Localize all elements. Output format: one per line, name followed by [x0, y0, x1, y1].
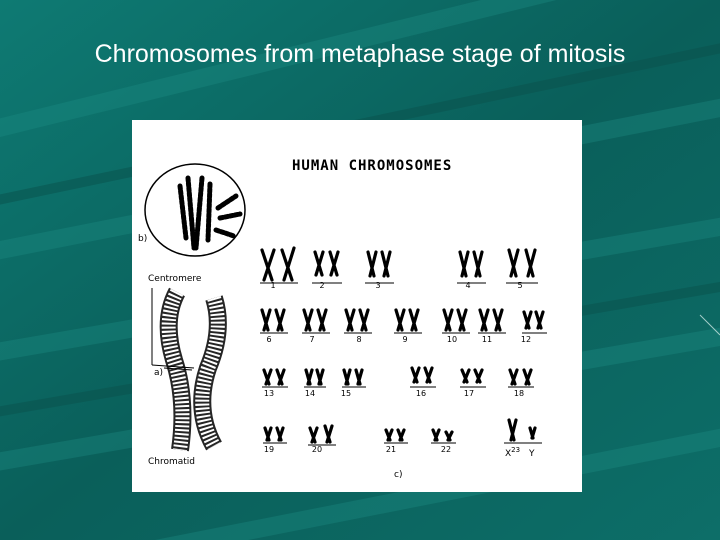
chromosome-number-3: 3 [375, 281, 381, 290]
chromosome-number-18: 18 [513, 389, 525, 398]
centromere-label: Centromere [148, 274, 202, 284]
slide-title: Chromosomes from metaphase stage of mitosis [94, 40, 626, 68]
chromosome-number-16: 16 [415, 389, 427, 398]
chromosome-number-10: 10 [446, 335, 458, 344]
figure-title: HUMAN CHROMOSOMES [292, 158, 453, 174]
chromosome-number-7: 7 [309, 335, 315, 344]
chromosome-number-20: 20 [311, 445, 323, 454]
sex-label-x: X [505, 449, 512, 459]
metaphase-cell-icon [145, 164, 245, 256]
chromosome-number-4: 4 [465, 281, 471, 290]
chromosome-number-19: 19 [263, 445, 275, 454]
chromosome-number-8: 8 [356, 335, 362, 344]
karyotype-drawing [132, 120, 582, 492]
sex-label-y: Y [528, 449, 535, 459]
karyotype-figure [132, 120, 582, 492]
chromosome-number-11: 11 [481, 335, 493, 344]
chromosome-number-6: 6 [266, 335, 272, 344]
chromosome-number-15: 15 [340, 389, 352, 398]
chromosome-number-1: 1 [270, 281, 276, 290]
chromosome-number-13: 13 [263, 389, 275, 398]
panel-label-c: c) [394, 470, 403, 480]
chromosome-underlines [260, 283, 547, 445]
panel-label-b: b) [138, 234, 148, 244]
panel-label-a: a) [154, 368, 164, 378]
chromosome-number-2: 2 [319, 281, 325, 290]
chromosome-number-14: 14 [304, 389, 316, 398]
chromosome-number-17: 17 [463, 389, 475, 398]
chromosome-number-12: 12 [520, 335, 532, 344]
chromatid-label: Chromatid [148, 457, 196, 467]
chromosome-number-21: 21 [385, 445, 397, 454]
chromosome-number-22: 22 [440, 445, 452, 454]
sex-chromosome-label [505, 446, 534, 459]
sex-superscript: 23 [511, 446, 521, 454]
chromosome-number-5: 5 [517, 281, 523, 290]
chromosome-number-9: 9 [402, 335, 408, 344]
chromosome-row-icons [262, 248, 543, 442]
